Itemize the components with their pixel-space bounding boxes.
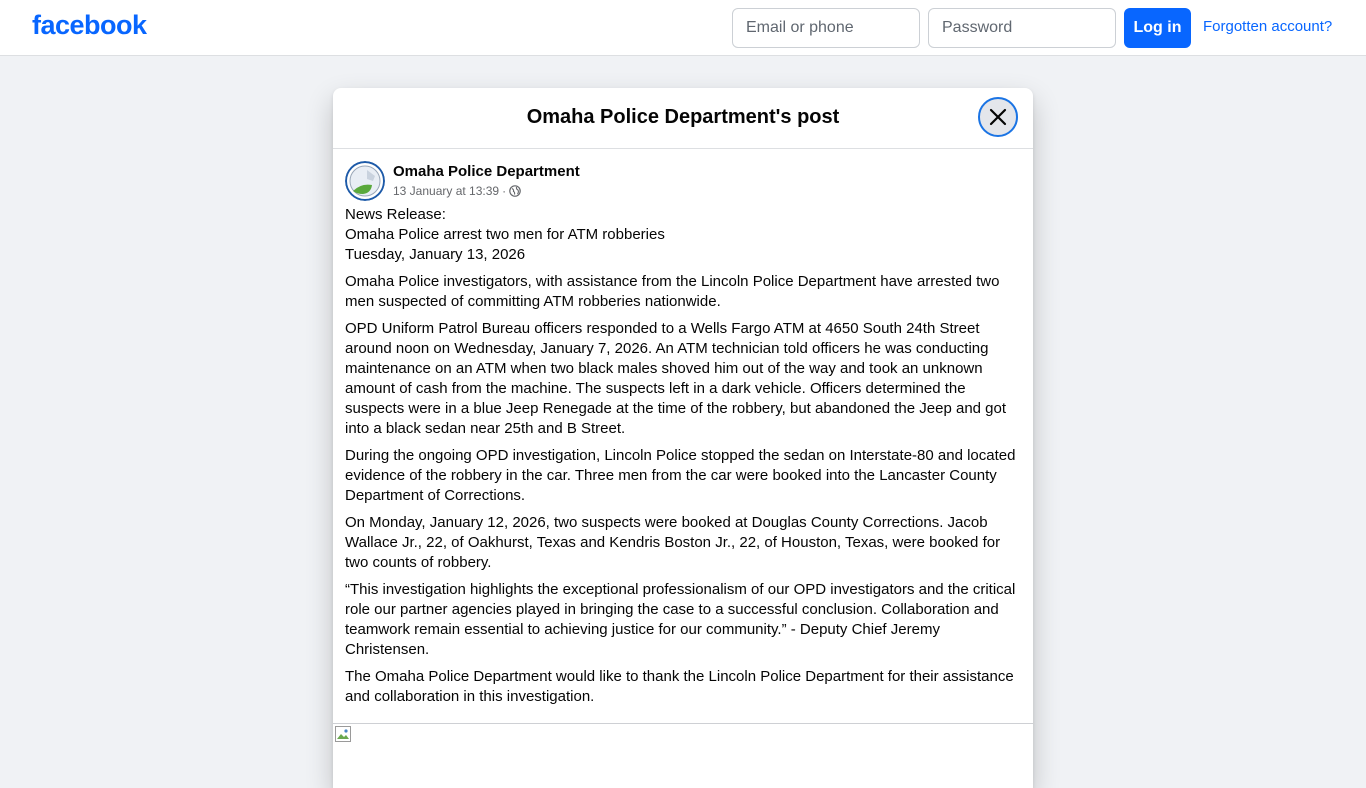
forgotten-account-link[interactable]: Forgotten account? <box>1203 18 1333 35</box>
post-dialog <box>333 88 1033 788</box>
headline-line: Tuesday, January 13, 2026 <box>345 246 526 263</box>
password-input[interactable] <box>928 8 1116 48</box>
post-header <box>333 149 1033 205</box>
meta-separator: · <box>502 184 507 198</box>
email-input[interactable] <box>732 8 920 48</box>
close-button[interactable] <box>978 97 1018 137</box>
post-headline <box>345 205 1021 265</box>
globe-icon <box>509 185 521 197</box>
post-paragraph: The Omaha Police Department would like to thank the Lincoln Police Department for their assistance and collaboration in this investigation. <box>345 668 1014 705</box>
post-author[interactable]: Omaha Police Department <box>393 163 580 180</box>
dialog-header <box>333 88 1033 149</box>
post-paragraph: “This investigation highlights the exceptional professionalism of our OPD investigators and the critical role our partner agencies played in bringing the case to a successful conclusion. Collaboration and teamwork remain essential to achieving justice for our community.” - Deputy Chief Jeremy Christensen. <box>345 581 1016 658</box>
headline-line: News Release: <box>345 206 446 223</box>
post-timestamp[interactable]: 13 January at 13:39 <box>393 184 500 198</box>
broken-image-icon <box>335 726 351 742</box>
post-paragraph: On Monday, January 12, 2026, two suspects were booked at Douglas County Corrections. Jacob Wallace Jr., 22, of Oakhurst, Texas and Kendris Boston Jr., 22, of Houston, Texas, were booked for two counts of robbery. <box>345 514 1001 571</box>
post-body <box>333 205 1033 707</box>
top-navigation-bar <box>0 0 1366 56</box>
post-media[interactable] <box>333 723 1033 788</box>
post-paragraph: During the ongoing OPD investigation, Lincoln Police stopped the sedan on Interstate-80 and located evidence of the robbery in the car. Three men from the car were booked into the Lancaster County Department of Corrections. <box>345 447 1016 504</box>
dialog-title: Omaha Police Department's post <box>526 106 840 128</box>
post-paragraph: Omaha Police investigators, with assistance from the Lincoln Police Department have arrested two men suspected of committing ATM robberies nationwide. <box>345 273 1000 310</box>
headline-line: Omaha Police arrest two men for ATM robberies <box>345 226 665 243</box>
close-icon <box>989 108 1007 126</box>
page-avatar[interactable] <box>345 161 385 201</box>
login-button[interactable]: Log in <box>1124 8 1191 48</box>
facebook-logo[interactable]: facebook <box>32 10 147 40</box>
post-paragraph: OPD Uniform Patrol Bureau officers responded to a Wells Fargo ATM at 4650 South 24th Street around noon on Wednesday, January 7, 2026. An ATM technician told officers he was conducting maintenance on an ATM when two black males shoved him out of the way and took an unknown amount of cash from the machine. The suspects left in a dark vehicle. Officers determined the suspects were in a blue Jeep Renegade at the time of the robbery, but abandoned the Jeep and got into a black sedan near 25th and B Street. <box>345 320 1007 437</box>
post-meta <box>393 184 521 198</box>
